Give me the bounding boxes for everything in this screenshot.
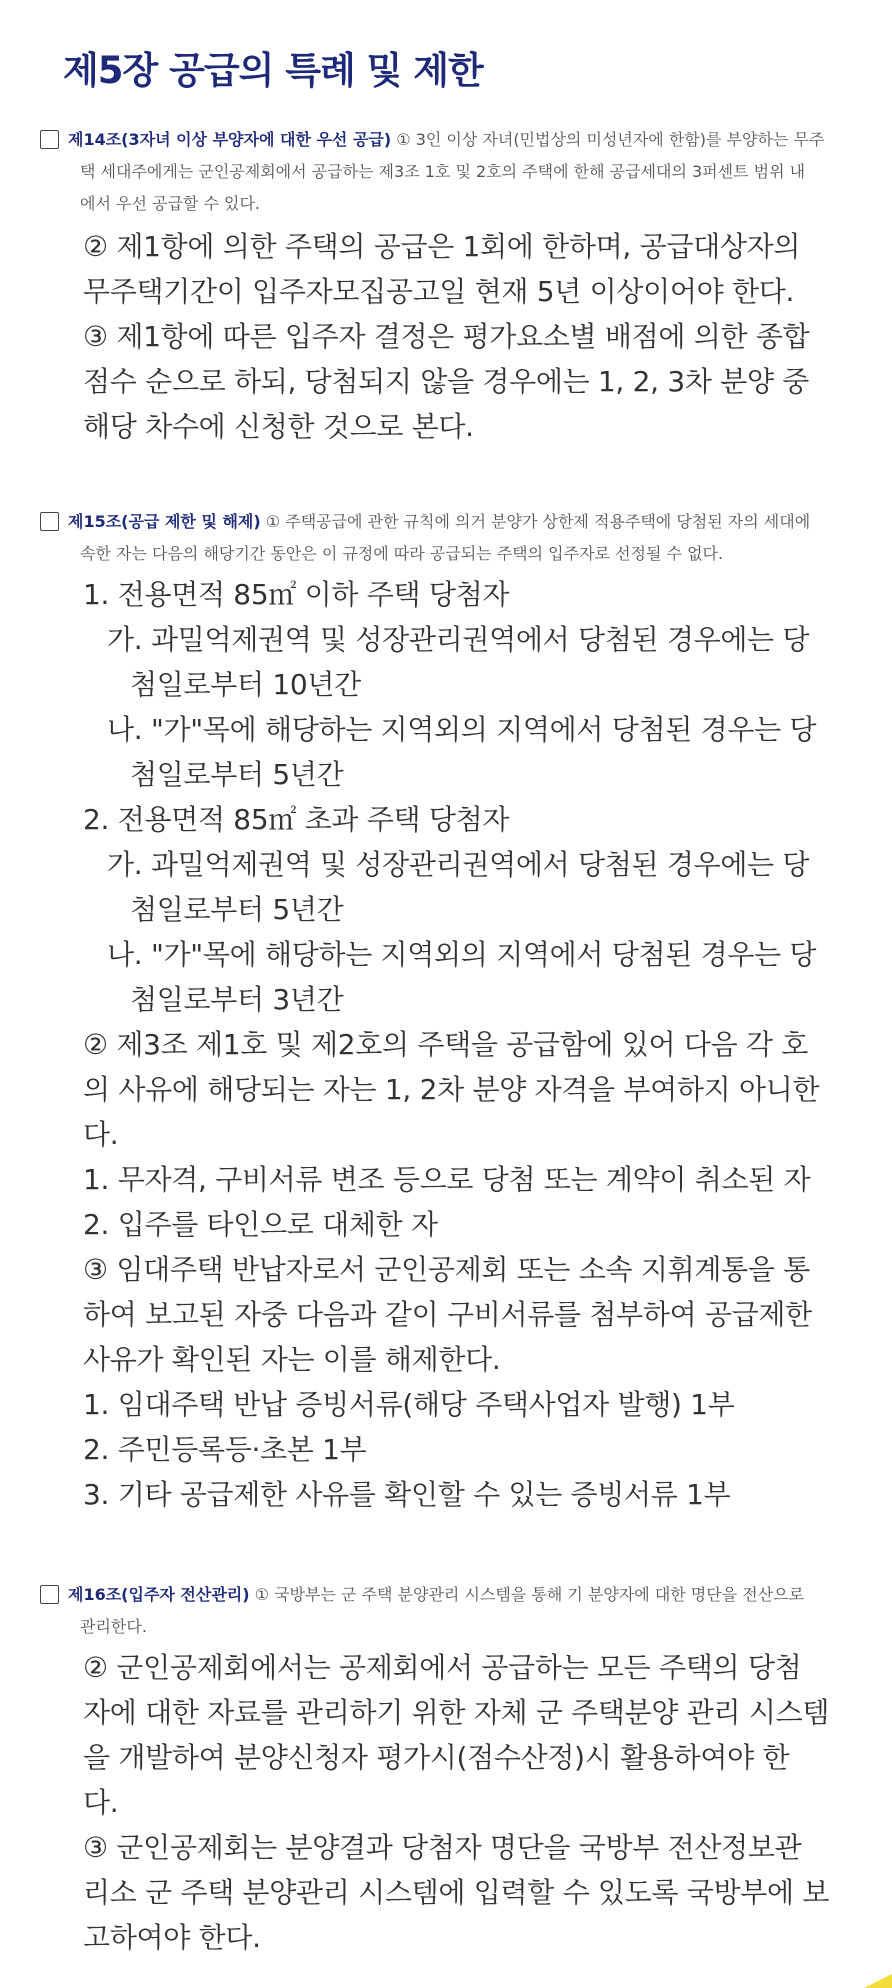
- article-15-p3-l2: 하여 보고된 자중 다음과 같이 구비서류를 첨부하여 공급제한: [83, 1298, 812, 1331]
- article-15-p2-item-2: 2. 입주를 타인으로 대체한 자: [83, 1208, 438, 1241]
- article-15-p2-l3: 다.: [83, 1118, 119, 1151]
- article-15-item-2a-l1: 가. 과밀억제권역 및 성장관리권역에서 당첨된 경우에는 당: [107, 848, 810, 881]
- article-16: [40, 1579, 870, 1960]
- corner-decoration: [864, 1974, 892, 1988]
- article-15-item-1: 1. 전용면적 85㎡ 이하 주택 당첨자: [83, 578, 510, 611]
- article-16-p2-l4: 다.: [83, 1786, 119, 1819]
- article-14-p1-line3: 에서 우선 공급할 수 있다.: [80, 194, 260, 213]
- article-14-title: 제14조(3자녀 이상 부양자에 대한 우선 공급): [68, 130, 392, 149]
- article-15-p3-item-2: 2. 주민등록등·초본 1부: [83, 1433, 367, 1466]
- article-15-item-2b-l2: 첨일로부터 3년간: [130, 983, 344, 1016]
- article-14-head: [40, 124, 870, 156]
- article-16-p2-l1: ② 군인공제회에서는 공제회에서 공급하는 모든 주택의 당첨: [83, 1651, 802, 1684]
- article-15-p3-l3: 사유가 확인된 자는 이를 해제한다.: [83, 1343, 501, 1376]
- article-15-item-1a-l2: 첨일로부터 10년간: [130, 668, 361, 701]
- article-15-checkbox[interactable]: [40, 512, 59, 531]
- article-15-p3-l1: ③ 임대주택 반납자로서 군인공제회 또는 소속 지휘계통을 통: [83, 1253, 810, 1286]
- article-14-p2-l2: 무주택기간이 입주자모집공고일 현재 5년 이상이어야 한다.: [83, 275, 795, 308]
- article-15-item-2b-l1: 나. "가"목에 해당하는 지역외의 지역에서 당첨된 경우는 당: [107, 938, 817, 971]
- article-15-p1-line2: 속한 자는 다음의 해당기간 동안은 이 규정에 따라 공급되는 주택의 입주자로 선정될 수 없다.: [80, 544, 724, 563]
- chapter-title: 제5장 공급의 특례 및 제한: [63, 49, 483, 92]
- article-15-p2-l2: 의 사유에 해당되는 자는 1, 2차 분양 자격을 부여하지 아니한: [83, 1073, 820, 1106]
- article-16-p2-l3: 을 개발하여 분양신청자 평가시(점수산정)시 활용하여야 한: [83, 1741, 790, 1774]
- article-14-p1-first: ① 3인 이상 자녀(민법상의 미성년자에 한함)를 부양하는 무주: [391, 130, 825, 149]
- article-16-title: 제16조(입주자 전산관리): [68, 1585, 250, 1604]
- article-15-item-2: 2. 전용면적 85㎡ 초과 주택 당첨자: [83, 803, 510, 836]
- article-15-p2-item-1: 1. 무자격, 구비서류 변조 등으로 당첨 또는 계약이 취소된 자: [83, 1163, 811, 1196]
- article-15-item-2a-l2: 첨일로부터 5년간: [130, 893, 344, 926]
- article-14-p3-l1: ③ 제1항에 따른 입주자 결정은 평가요소별 배점에 의한 종합: [83, 320, 810, 353]
- article-15-head: [40, 506, 870, 538]
- article-14-p3-l2: 점수 순으로 하되, 당첨되지 않을 경우에는 1, 2, 3차 분양 중: [83, 365, 810, 398]
- article-16-p3-l2: 리소 군 주택 분양관리 시스템에 입력할 수 있도록 국방부에 보: [83, 1876, 830, 1909]
- article-14-checkbox[interactable]: [40, 130, 59, 149]
- article-15-p2-l1: ② 제3조 제1호 및 제2호의 주택을 공급함에 있어 다음 각 호: [83, 1028, 809, 1061]
- article-15-title: 제15조(공급 제한 및 해제): [68, 512, 261, 531]
- article-15-p3-item-3: 3. 기타 공급제한 사유를 확인할 수 있는 증빙서류 1부: [83, 1478, 731, 1511]
- article-15-item-1a-l1: 가. 과밀억제권역 및 성장관리권역에서 당첨된 경우에는 당: [107, 623, 810, 656]
- article-16-p2-l2: 자에 대한 자료를 관리하기 위한 자체 군 주택분양 관리 시스템: [83, 1696, 830, 1729]
- article-15-p1-first: ① 주택공급에 관한 규칙에 의거 분양가 상한제 적용주택에 당첨된 자의 세대에: [260, 512, 811, 531]
- article-14-p3-l3: 해당 차수에 신청한 것으로 본다.: [83, 410, 474, 443]
- article-16-p1-first: ① 국방부는 군 주택 분양관리 시스템을 통해 기 분양자에 대한 명단을 전산으로: [249, 1585, 805, 1604]
- article-15-item-1b-l1: 나. "가"목에 해당하는 지역외의 지역에서 당첨된 경우는 당: [107, 713, 817, 746]
- article-15: [40, 506, 870, 1517]
- article-15-p3-item-1: 1. 임대주택 반납 증빙서류(해당 주택사업자 발행) 1부: [83, 1388, 735, 1421]
- article-16-checkbox[interactable]: [40, 1585, 59, 1604]
- article-14: [40, 124, 870, 449]
- article-14-p2-l1: ② 제1항에 의한 주택의 공급은 1회에 한하며, 공급대상자의: [83, 230, 801, 263]
- article-15-item-1b-l2: 첨일로부터 5년간: [130, 758, 344, 791]
- article-14-p1-line2: 택 세대주에게는 군인공제회에서 공급하는 제3조 1호 및 2호의 주택에 한해 공급세대의 3퍼센트 범위 내: [80, 162, 806, 181]
- article-16-head: [40, 1579, 870, 1611]
- article-16-p3-l3: 고하여야 한다.: [83, 1921, 261, 1954]
- article-16-p1-line2: 관리한다.: [80, 1617, 147, 1636]
- article-16-p3-l1: ③ 군인공제회는 분양결과 당첨자 명단을 국방부 전산정보관: [83, 1831, 802, 1864]
